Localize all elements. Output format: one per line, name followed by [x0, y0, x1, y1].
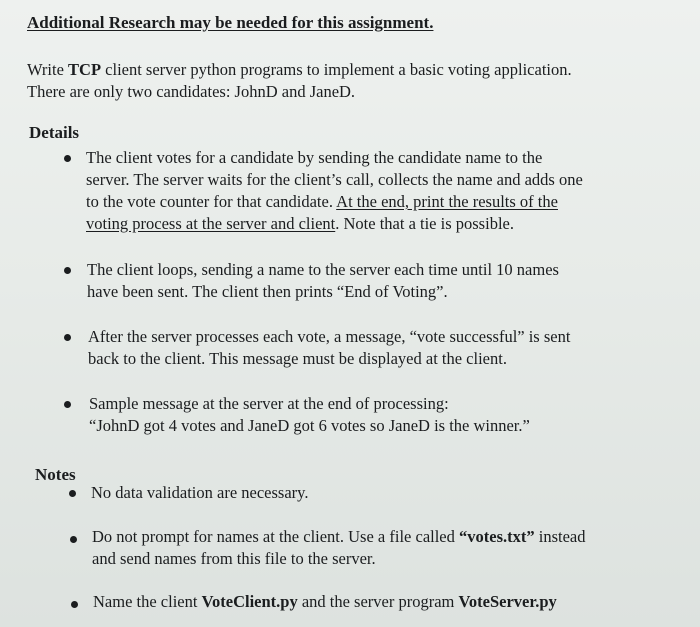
details-item-4-line-1: Sample message at the server at the end of processing:: [89, 394, 449, 413]
underlined-results-text: At the end, print the results of the: [336, 192, 558, 211]
bullet-icon: [70, 536, 77, 543]
intro-line-2: There are only two candidates: JohnD and JaneD.: [27, 82, 356, 101]
details-item-1-line-2: server. The server waits for the client’s call, collects the name and adds one: [86, 170, 583, 189]
bullet-icon: [69, 490, 76, 497]
details-item-4-line-2: “JohnD got 4 votes and JaneD got 6 votes so JaneD is the winner.”: [89, 416, 530, 435]
details-item-1-line-1: The client votes for a candidate by sending the candidate name to the: [86, 148, 543, 167]
bullet-icon: [64, 155, 71, 162]
notes-item-2-line-1: Do not prompt for names at the client. Use a file called “votes.txt” instead: [92, 527, 586, 546]
intro-line-1: Write TCP client server python programs to implement a basic voting application.: [27, 60, 572, 79]
details-item-3-line-1: After the server processes each vote, a message, “vote successful” is sent: [88, 327, 571, 346]
details-title: Details: [29, 123, 80, 142]
details-item-1-line-4: voting process at the server and client. Note that a tie is possible.: [86, 214, 514, 233]
notes-title: Notes: [35, 465, 76, 484]
bullet-icon: [64, 267, 71, 274]
details-item-2-line-1: The client loops, sending a name to the server each time until 10 names: [87, 260, 559, 279]
bullet-icon: [64, 334, 71, 341]
underlined-results-text-2: voting process at the server and client: [86, 214, 336, 233]
notes-item-2-line-2: and send names from this file to the server.: [92, 549, 376, 568]
details-item-1-line-3: to the vote counter for that candidate. At the end, print the results of the: [86, 192, 558, 211]
notes-item-3: Name the client VoteClient.py and the server program VoteServer.py: [93, 592, 557, 611]
bullet-icon: [64, 401, 71, 408]
details-item-3-line-2: back to the client. This message must be displayed at the client.: [88, 349, 507, 368]
details-item-2-line-2: have been sent. The client then prints “End of Voting”.: [87, 282, 448, 301]
page-heading: Additional Research may be needed for this assignment.: [27, 13, 434, 32]
bullet-icon: [71, 601, 78, 608]
notes-item-1: No data validation are necessary.: [91, 483, 309, 502]
